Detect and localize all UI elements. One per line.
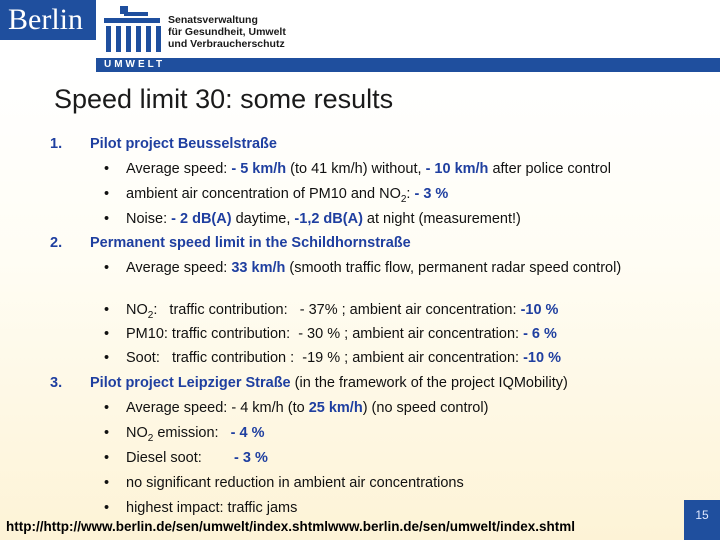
bullet-icon: • (104, 450, 110, 466)
bullet-text: highest impact: traffic jams (126, 500, 298, 516)
page-number: 15 (695, 508, 709, 522)
section-title-suffix: (in the framework of the project IQMobility) (290, 375, 568, 391)
section-title-text: Permanent speed limit in the Schildhornstraße (90, 235, 411, 251)
section-title (90, 235, 411, 252)
bullet-icon: • (104, 475, 110, 491)
slide-header (0, 0, 720, 74)
bullet-icon: • (104, 350, 110, 366)
section-title (90, 375, 568, 392)
department-line: für Gesundheit, Umwelt (168, 26, 286, 38)
slide-title: Speed limit 30: some results (54, 84, 394, 114)
bullet-text: Average speed: - 5 km/h (to 41 km/h) without, - 10 km/h after police control (126, 161, 611, 177)
bullet-icon: • (104, 400, 110, 416)
section-title-text: Pilot project Beusselstraße (90, 136, 277, 152)
bullet-icon: • (104, 211, 110, 227)
bullet-text: no significant reduction in ambient air concentrations (126, 475, 464, 491)
berlin-logo: Berlin (0, 0, 96, 40)
bullet-text: Noise: - 2 dB(A) daytime, -1,2 dB(A) at night (measurement!) (126, 211, 521, 227)
section-number: 1. (50, 136, 63, 152)
footer-url-link[interactable]: http://http://www.berlin.de/sen/umwelt/index.shtmlwww.berlin.de/sen/umwelt/index.shtml (6, 519, 576, 534)
bullet-icon: • (104, 326, 110, 342)
bullet-text: ambient air concentration of PM10 and $NO_2$: - 3 % (126, 186, 449, 205)
page-number-badge (684, 500, 720, 540)
umwelt-bar: UMWELT (96, 58, 720, 72)
bullet-text: PM10: traffic contribution: - 30 % ; ambient air concentration: - 6 % (126, 326, 557, 342)
bullet-icon: • (104, 260, 110, 276)
brandenburg-gate-icon (100, 4, 162, 54)
bullet-text: $NO_2$ emission: - 4 % (126, 425, 265, 444)
department-line: und Verbraucherschutz (168, 38, 285, 50)
section-number: 3. (50, 375, 63, 391)
bullet-text: Average speed: - 4 km/h (to 25 km/h) (no speed control) (126, 400, 489, 416)
bullet-icon: • (104, 161, 110, 177)
bullet-text: $NO_2$: traffic contribution: - 37% ; ambient air concentration: -10 % (126, 302, 559, 321)
bullet-text: Soot: traffic contribution : -19 % ; ambient air concentration: -10 % (126, 350, 561, 366)
department-name (168, 14, 286, 50)
section-number: 2. (50, 235, 63, 251)
bullet-icon: • (104, 500, 110, 516)
department-line: Senatsverwaltung (168, 14, 258, 26)
bullet-text: Diesel soot: - 3 % (126, 450, 268, 466)
bullet-icon: • (104, 425, 110, 441)
bullet-icon: • (104, 302, 110, 318)
bullet-text: Average speed: 33 km/h (smooth traffic flow, permanent radar speed control) (126, 260, 622, 276)
bullet-icon: • (104, 186, 110, 202)
section-title-text: Pilot project Leipziger Straße (90, 375, 291, 391)
section-title (90, 136, 277, 153)
